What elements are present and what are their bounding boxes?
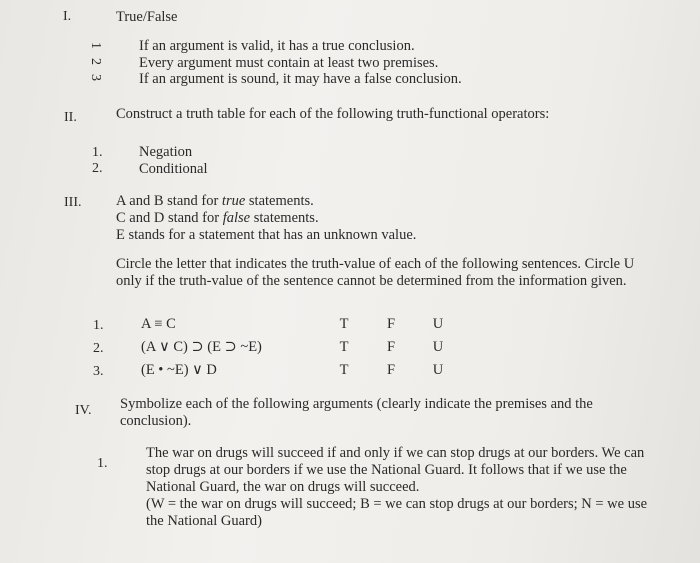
- section-iii-numeral: III.: [64, 195, 82, 210]
- section-i-numeral: I.: [63, 9, 72, 24]
- section-ii-item-2-number: 2.: [92, 161, 103, 176]
- section-iii-item-3-option-t[interactable]: T: [339, 362, 349, 378]
- section-iii-definition-unknown: E stands for a statement that has an unknown value.: [116, 227, 417, 243]
- section-iii-item-1-number: 1.: [93, 318, 104, 333]
- section-i-item-1-number: 1: [88, 42, 103, 49]
- section-ii-item-1-text: Negation: [139, 144, 193, 160]
- section-ii-item-1-number: 1.: [92, 145, 103, 160]
- section-iv-item-1-line-4: (W = the war on drugs will succeed; B = we can stop drugs at our borders; N = we use: [146, 496, 648, 512]
- section-iv-instruction-line-2: conclusion).: [120, 413, 192, 429]
- section-iii-item-2-number: 2.: [93, 341, 104, 356]
- section-iii-item-3-formula: (E • ~E) ∨ D: [141, 362, 217, 378]
- section-iii-definition-true: A and B stand for true statements.: [116, 193, 314, 209]
- section-iv-instruction-line-1: Symbolize each of the following arguments (clearly indicate the premises and the: [120, 396, 593, 412]
- section-i-title: True/False: [116, 9, 178, 25]
- section-iv-item-1-line-5: the National Guard): [146, 513, 262, 529]
- section-iii-item-2-option-f[interactable]: F: [386, 339, 396, 355]
- section-iv-numeral: IV.: [75, 403, 92, 418]
- section-iii-item-1-formula: A ≡ C: [141, 316, 176, 332]
- section-iii-item-2-option-t[interactable]: T: [339, 339, 349, 355]
- section-iii-instruction-line-1: Circle the letter that indicates the truth-value of each of the following sentences. Circle U: [116, 256, 635, 272]
- section-ii-numeral: II.: [64, 110, 77, 125]
- section-i-item-3-number: 3: [88, 74, 103, 81]
- section-iii-item-3-number: 3.: [93, 364, 104, 379]
- section-i-item-2-text: Every argument must contain at least two premises.: [139, 55, 439, 71]
- section-iii-item-3-option-f[interactable]: F: [386, 362, 396, 378]
- section-iii-item-1-option-f[interactable]: F: [386, 316, 396, 332]
- section-iii-item-1-option-t[interactable]: T: [339, 316, 349, 332]
- section-i-item-1-text: If an argument is valid, it has a true conclusion.: [139, 38, 415, 54]
- section-iv-item-1-number: 1.: [97, 456, 108, 471]
- section-i-item-2-number: 2: [88, 58, 103, 65]
- section-iii-definition-false: C and D stand for false statements.: [116, 210, 319, 226]
- section-iii-instruction-line-2: only if the truth-value of the sentence cannot be determined from the information given.: [116, 273, 627, 289]
- section-iv-item-1-line-2: stop drugs at our borders if we use the National Guard. It follows that if we use the: [146, 462, 627, 478]
- section-ii-instruction: Construct a truth table for each of the following truth-functional operators:: [116, 106, 550, 122]
- section-i-item-3-text: If an argument is sound, it may have a false conclusion.: [139, 71, 462, 87]
- section-iv-item-1-line-3: National Guard, the war on drugs will succeed.: [146, 479, 420, 495]
- section-ii-item-2-text: Conditional: [139, 161, 208, 177]
- section-iii-item-2-option-u[interactable]: U: [432, 339, 444, 355]
- section-iii-item-1-option-u[interactable]: U: [432, 316, 444, 332]
- section-iii-item-2-formula: (A ∨ C) ⊃ (E ⊃ ~E): [141, 339, 262, 355]
- section-iv-item-1-line-1: The war on drugs will succeed if and only if we can stop drugs at our borders. We can: [146, 445, 645, 461]
- section-iii-item-3-option-u[interactable]: U: [432, 362, 444, 378]
